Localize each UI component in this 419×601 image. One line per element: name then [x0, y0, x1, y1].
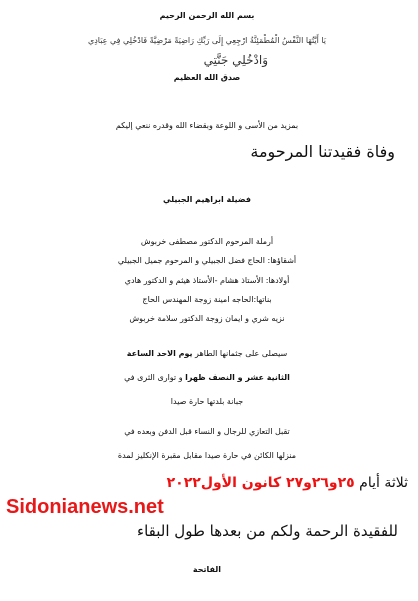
site-watermark: Sidonianews.net — [6, 496, 164, 518]
basmala: بسم الله الرحمن الرحيم — [159, 11, 255, 20]
sadaqa-heading: صدق الله العظيم — [173, 73, 241, 82]
family-line: أرملة المرحوم الدكتور مصطفى خربوش — [140, 237, 274, 246]
funeral-line-3: جبانة بلدتها حارة صيدا — [170, 397, 244, 406]
funeral-line-2 — [0, 374, 414, 382]
family-line: أولادها: الأستاذ هشام -الأستاذ هيثم و الدكتور هادي — [124, 276, 290, 285]
intro-line-1: بمزيد من الأسى و اللوعة وبقضاء الله وقدره ننعي إليكم — [115, 121, 299, 130]
funeral-line-2-text: و توارى الثرى في — [124, 373, 186, 382]
fatiha-heading: الفاتحة — [192, 565, 222, 574]
funeral-day-time: يوم الاحد الساعة — [126, 349, 193, 358]
funeral-line-1-text: سيصلى على جثمانها الطاهر — [192, 349, 288, 358]
closing-line: للفقيدة الرحمة ولكم من بعدها طول البقاء — [137, 522, 398, 540]
funeral-time: الثانية عشر و النصف ظهرا — [185, 373, 290, 382]
funeral-line-1 — [0, 350, 414, 358]
condolence-line-3 — [167, 476, 408, 490]
family-line: أشقاؤها: الحاج فضل الجبيلي و المرحوم جميل الجبيلي — [117, 256, 297, 265]
condolence-line-1: تقبل التعازي للرجال و النساء قبل الدفن وبعده في — [124, 427, 290, 436]
family-line: نزيه شري و ايمان زوجة الدكتور سلامة خربوش — [129, 314, 285, 323]
quran-verse-line-1: يَا أَيَّتُهَا النَّفْسُ الْمُطْمَئِنَّةُ ارْجِعِي إِلَى رَبِّكِ رَاضِيَةً مَرْضِيَّةً فَادْخُلِي فِي عِبَادِي — [87, 36, 327, 45]
condolence-dates: ٢٥و٢٦و٢٧ كانون الأول٢٠٢٢ — [166, 475, 355, 491]
intro-line-2: وفاة فقيدتنا المرحومة — [250, 142, 395, 161]
condolence-days: ثلاثة أيام — [359, 475, 408, 491]
quran-verse-line-2: وَادْخُلِي جَنَّتِي — [203, 53, 268, 67]
deceased-name: فضيلة ابراهيم الجبيلي — [162, 195, 252, 204]
family-line: بناتها:الحاجه امينة زوجة المهندس الحاج — [142, 295, 272, 304]
condolence-line-2: منزلها الكائن في حارة صيدا مقابل مقبرة الإنكليز لمدة — [117, 451, 297, 460]
